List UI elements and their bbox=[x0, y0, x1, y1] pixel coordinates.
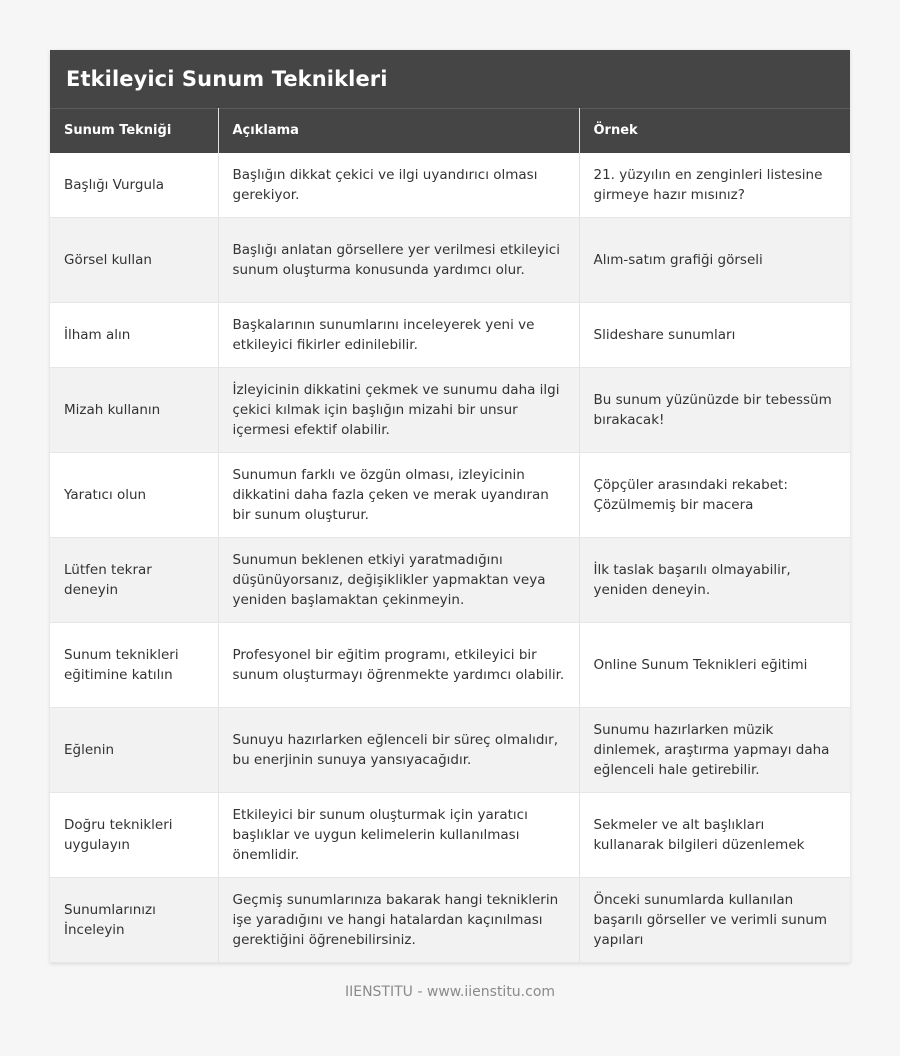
technique-cell: Lütfen tekrar deneyin bbox=[50, 538, 218, 623]
techniques-card bbox=[50, 50, 850, 963]
description-cell: Sunuyu hazırlarken eğlenceli bir süreç olmalıdır, bu enerjinin sunuya yansıyacağıdır. bbox=[218, 708, 579, 793]
description-cell: Başlığın dikkat çekici ve ilgi uyandırıcı olması gerekiyor. bbox=[218, 153, 579, 218]
column-header-technique: Sunum Tekniği bbox=[50, 109, 218, 153]
description-cell: Başkalarının sunumlarını inceleyerek yeni ve etkileyici fikirler edinilebilir. bbox=[218, 303, 579, 368]
table-title: Etkileyici Sunum Teknikleri bbox=[50, 50, 850, 108]
technique-cell: Doğru teknikleri uygulayın bbox=[50, 793, 218, 878]
example-cell: Sunumu hazırlarken müzik dinlemek, araştırma yapmayı daha eğlenceli hale getirebilir. bbox=[579, 708, 850, 793]
technique-cell: Sunumlarınızı İnceleyin bbox=[50, 878, 218, 963]
table-row bbox=[50, 878, 850, 963]
table-row bbox=[50, 793, 850, 878]
description-cell: Geçmiş sunumlarınıza bakarak hangi tekniklerin işe yaradığını ve hangi hatalardan kaçınılması gerektiğini öğrenebilirsiniz. bbox=[218, 878, 579, 963]
description-cell: Sunumun beklenen etkiyi yaratmadığını düşünüyorsanız, değişiklikler yapmaktan veya yeniden başlamaktan çekinmeyin. bbox=[218, 538, 579, 623]
table-row bbox=[50, 453, 850, 538]
example-cell: Bu sunum yüzünüzde bir tebessüm bırakacak! bbox=[579, 368, 850, 453]
table-row bbox=[50, 218, 850, 303]
header-row bbox=[50, 109, 850, 153]
column-header-example: Örnek bbox=[579, 109, 850, 153]
description-cell: Sunumun farklı ve özgün olması, izleyicinin dikkatini daha fazla çeken ve merak uyandıran bir sunum oluşturur. bbox=[218, 453, 579, 538]
example-cell: Sekmeler ve alt başlıkları kullanarak bilgileri düzenlemek bbox=[579, 793, 850, 878]
table-row bbox=[50, 303, 850, 368]
technique-cell: İlham alın bbox=[50, 303, 218, 368]
technique-cell: Başlığı Vurgula bbox=[50, 153, 218, 218]
column-header-description: Açıklama bbox=[218, 109, 579, 153]
technique-cell: Sunum teknikleri eğitimine katılın bbox=[50, 623, 218, 708]
description-cell: Profesyonel bir eğitim programı, etkileyici bir sunum oluşturmayı öğrenmekte yardımcı olabilir. bbox=[218, 623, 579, 708]
technique-cell: Yaratıcı olun bbox=[50, 453, 218, 538]
description-cell: Başlığı anlatan görsellere yer verilmesi etkileyici sunum oluşturma konusunda yardımcı olur. bbox=[218, 218, 579, 303]
table-row bbox=[50, 623, 850, 708]
technique-cell: Görsel kullan bbox=[50, 218, 218, 303]
description-cell: İzleyicinin dikkatini çekmek ve sunumu daha ilgi çekici kılmak için başlığın mizahi bir unsur içermesi efektif olabilir. bbox=[218, 368, 579, 453]
table-row bbox=[50, 538, 850, 623]
example-cell: Önceki sunumlarda kullanılan başarılı görseller ve verimli sunum yapıları bbox=[579, 878, 850, 963]
example-cell: Slideshare sunumları bbox=[579, 303, 850, 368]
technique-cell: Eğlenin bbox=[50, 708, 218, 793]
example-cell: Çöpçüler arasındaki rekabet: Çözülmemiş bir macera bbox=[579, 453, 850, 538]
table-row bbox=[50, 708, 850, 793]
table-row bbox=[50, 368, 850, 453]
example-cell: Online Sunum Teknikleri eğitimi bbox=[579, 623, 850, 708]
techniques-table bbox=[50, 108, 850, 963]
example-cell: Alım-satım grafiği görseli bbox=[579, 218, 850, 303]
table-row bbox=[50, 153, 850, 218]
technique-cell: Mizah kullanın bbox=[50, 368, 218, 453]
footer-credit: IIENSTITU - www.iienstitu.com bbox=[344, 984, 556, 1000]
example-cell: 21. yüzyılın en zenginleri listesine girmeye hazır mısınız? bbox=[579, 153, 850, 218]
example-cell: İlk taslak başarılı olmayabilir, yeniden deneyin. bbox=[579, 538, 850, 623]
description-cell: Etkileyici bir sunum oluşturmak için yaratıcı başlıklar ve uygun kelimelerin kullanılması önemlidir. bbox=[218, 793, 579, 878]
